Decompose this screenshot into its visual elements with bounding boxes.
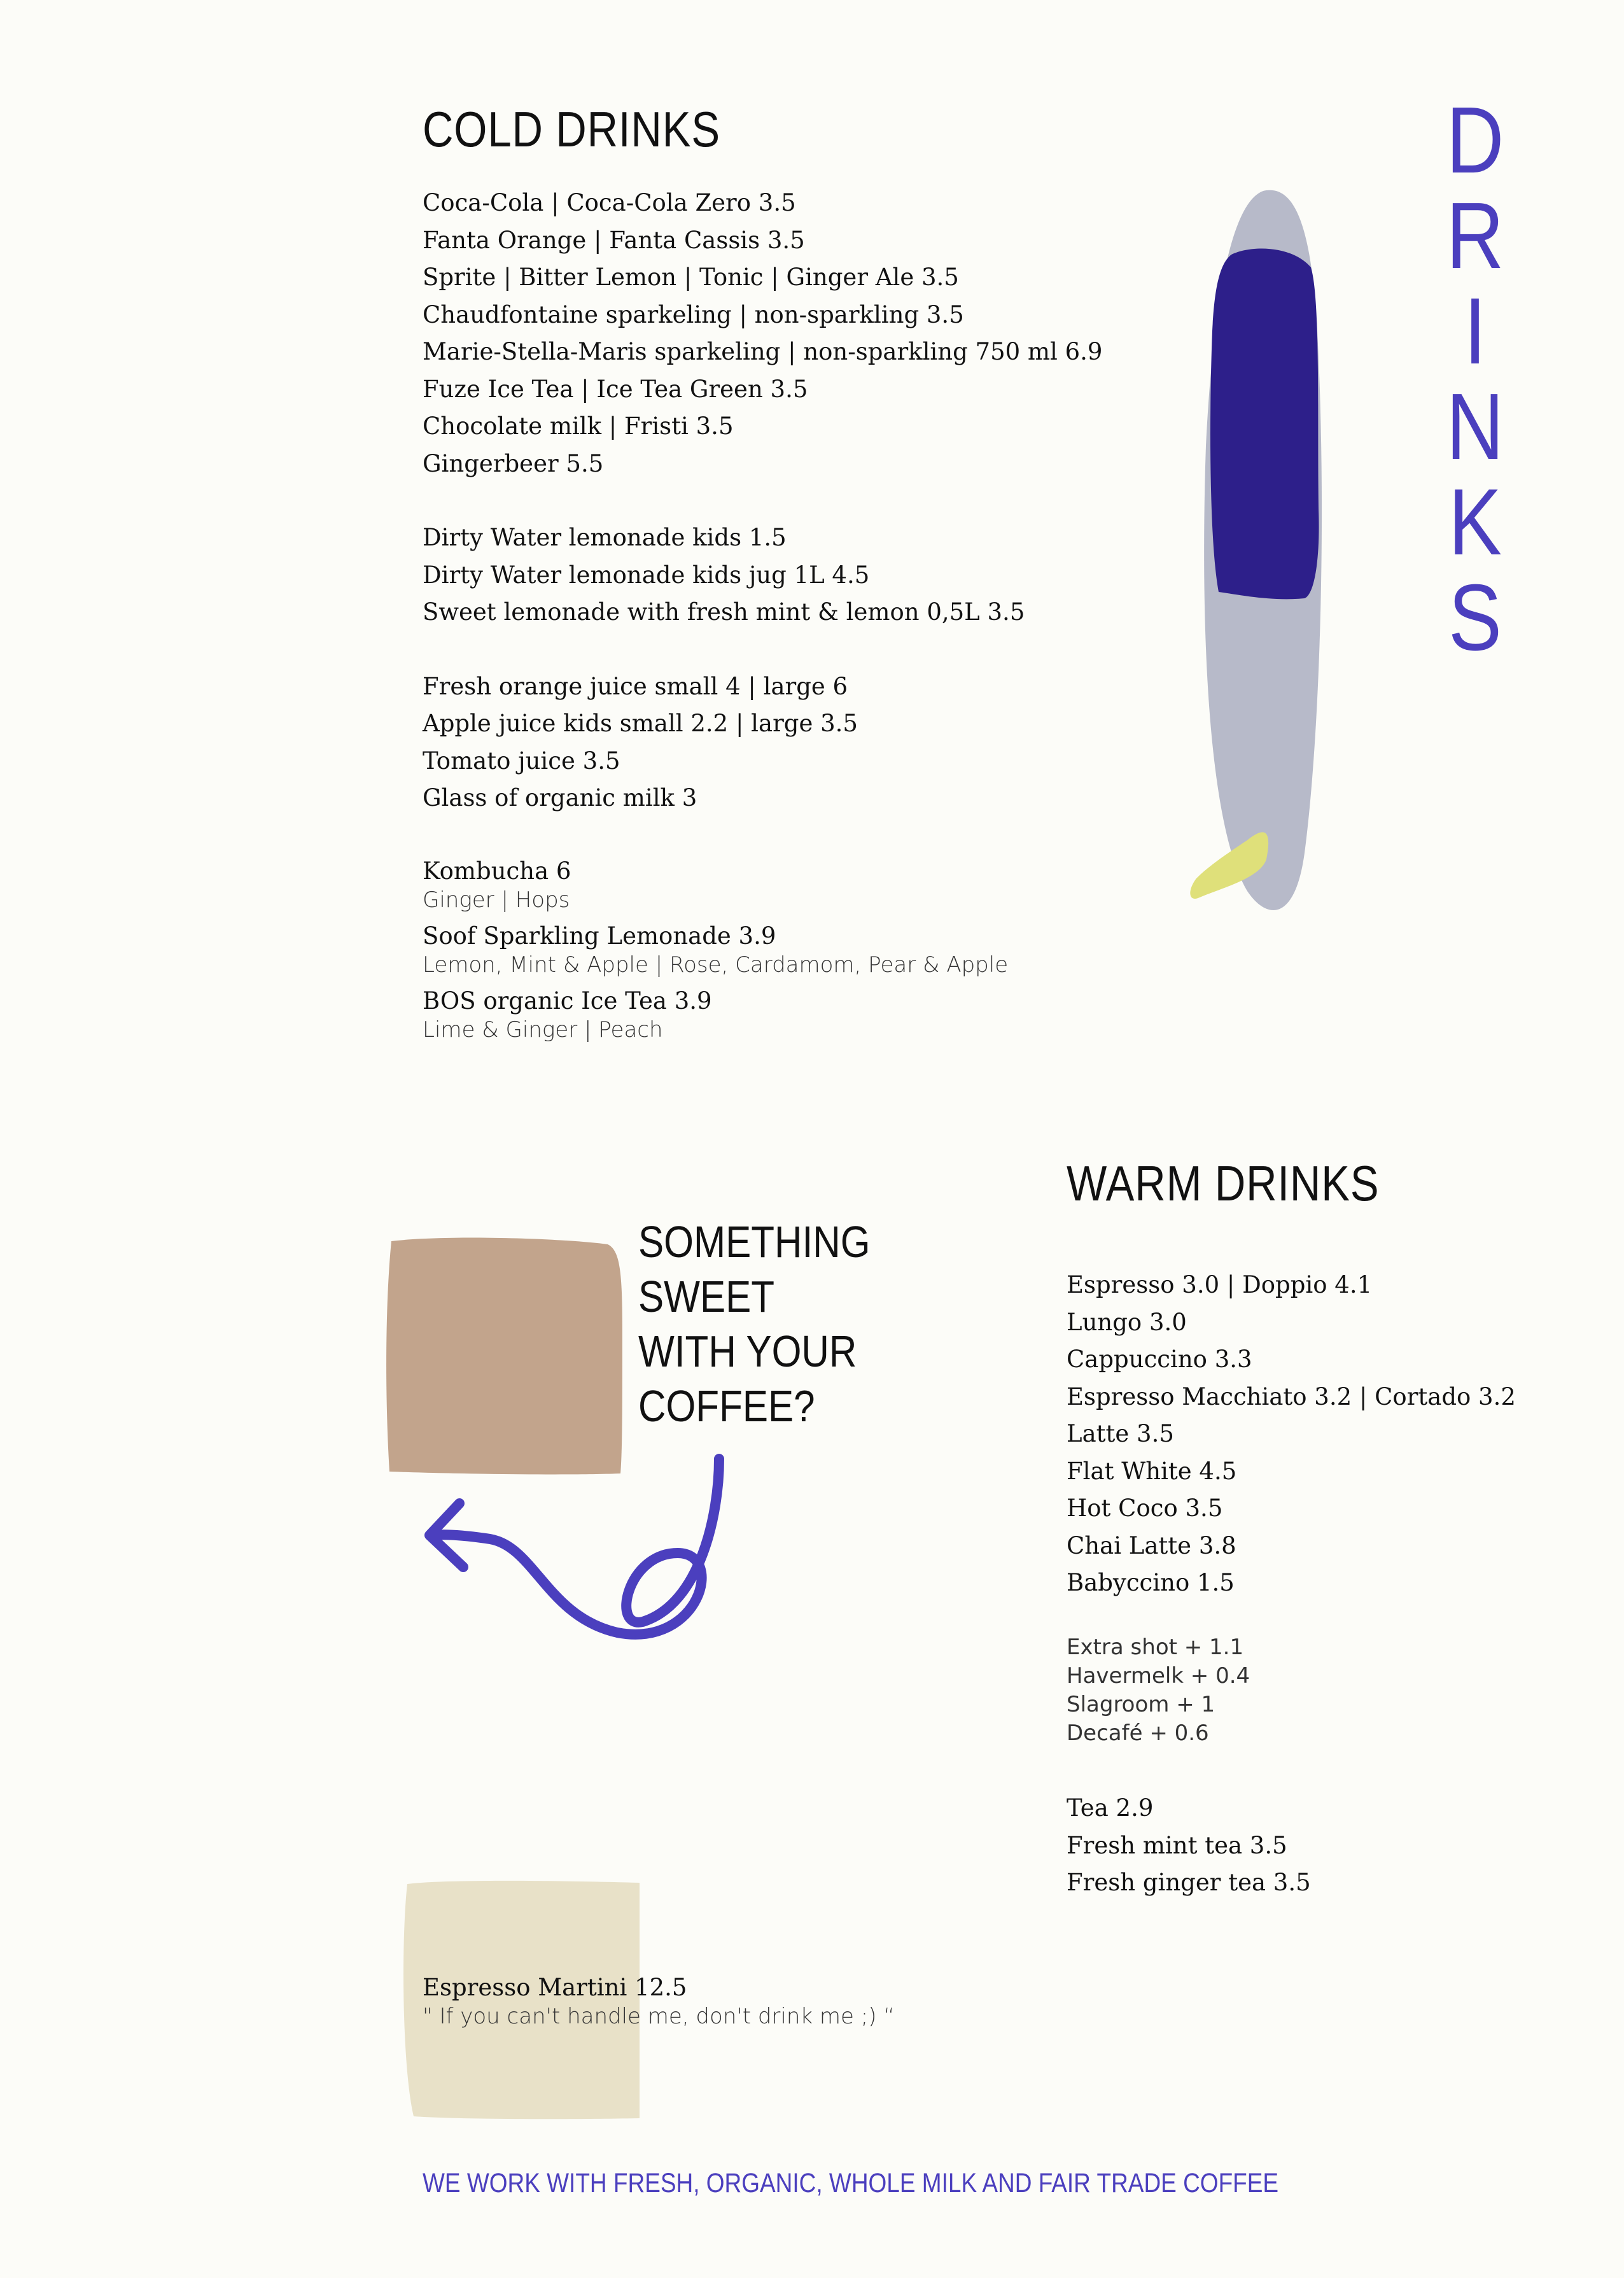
side-title-letter: S: [1448, 565, 1502, 670]
menu-item: Chocolate milk | Fristi 3.5: [423, 412, 734, 440]
callout-line: SOMETHING: [638, 1217, 871, 1267]
special-name: Kombucha 6: [423, 857, 571, 885]
special-description: Lime & Ginger | Peach: [423, 1017, 663, 1043]
menu-item: Dirty Water lemonade kids jug 1L 4.5: [423, 561, 870, 589]
warm-drinks-list: [1067, 1267, 1516, 1602]
special-name: Soof Sparkling Lemonade 3.9: [423, 922, 776, 950]
menu-item: Fresh orange juice small 4 | large 6: [423, 672, 848, 700]
side-title-letter: I: [1464, 279, 1487, 384]
martini-name: Espresso Martini 12.5: [423, 1974, 687, 2001]
warm-drinks-heading: WARM DRINKS: [1067, 1155, 1380, 1211]
extra-item: Slagroom + 1: [1067, 1692, 1215, 1717]
menu-item: Gingerbeer 5.5: [423, 449, 604, 477]
menu-item: Fresh ginger tea 3.5: [1067, 1869, 1311, 1896]
menu-item: Tea 2.9: [1067, 1794, 1154, 1822]
tan-square-shape: [386, 1238, 622, 1475]
side-title-letter: N: [1446, 374, 1504, 479]
menu-item: Fanta Orange | Fanta Cassis 3.5: [423, 226, 805, 254]
martini-quote: " If you can't handle me, don't drink me ;) “: [423, 2004, 895, 2029]
menu-item: Dirty Water lemonade kids 1.5: [423, 524, 787, 551]
cold-drinks-heading: COLD DRINKS: [423, 101, 720, 157]
menu-item: Espresso 3.0 | Doppio 4.1: [1067, 1271, 1373, 1298]
extra-item: Decafé + 0.6: [1067, 1720, 1209, 1746]
tea-list: [1067, 1790, 1311, 1902]
special-description: Lemon, Mint & Apple | Rose, Cardamom, Pear & Apple: [423, 952, 1009, 978]
cold-specials: [423, 857, 1008, 1051]
menu-item: Lungo 3.0: [1067, 1308, 1187, 1336]
menu-item: Flat White 4.5: [1067, 1457, 1237, 1485]
cold-drinks-list: [423, 185, 1102, 817]
menu-item: Glass of organic milk 3: [423, 784, 697, 812]
menu-item: Espresso Macchiato 3.2 | Cortado 3.2: [1067, 1382, 1516, 1410]
extra-item: Extra shot + 1.1: [1067, 1635, 1244, 1660]
menu-item: Apple juice kids small 2.2 | large 3.5: [423, 710, 858, 737]
side-title-letter: R: [1446, 183, 1504, 288]
menu-item: Babyccino 1.5: [1067, 1569, 1235, 1596]
menu-item: Tomato juice 3.5: [423, 747, 620, 775]
menu-item: Marie-Stella-Maris sparkeling | non-sparkling 750 ml 6.9: [423, 338, 1103, 365]
menu-item: Chai Latte 3.8: [1067, 1531, 1236, 1559]
brush-stroke-shape: [1210, 248, 1319, 599]
menu-item: Latte 3.5: [1067, 1420, 1174, 1447]
callout-line: WITH YOUR: [638, 1326, 857, 1376]
side-title-letter: D: [1446, 88, 1504, 193]
menu-item: Sweet lemonade with fresh mint & lemon 0,5L 3.5: [423, 598, 1025, 626]
swirl-arrow-shape: [433, 1459, 719, 1635]
side-title: [1437, 88, 1513, 670]
footer-note: WE WORK WITH FRESH, ORGANIC, WHOLE MILK AND FAIR TRADE COFFEE: [423, 2168, 1279, 2198]
special-description: Ginger | Hops: [423, 887, 570, 913]
menu-item: Cappuccino 3.3: [1067, 1346, 1252, 1373]
warm-extras: [1067, 1633, 1250, 1748]
side-title-letter: K: [1448, 470, 1502, 575]
menu-item: Chaudfontaine sparkeling | non-sparkling 3.5: [423, 300, 964, 328]
special-name: BOS organic Ice Tea 3.9: [423, 987, 712, 1015]
callout-line: COFFEE?: [638, 1381, 815, 1431]
menu-item: Hot Coco 3.5: [1067, 1494, 1223, 1522]
something-sweet-callout: [638, 1214, 908, 1433]
espresso-martini: [423, 1973, 895, 2038]
extra-item: Havermelk + 0.4: [1067, 1663, 1250, 1689]
menu-item: Fresh mint tea 3.5: [1067, 1831, 1287, 1859]
callout-line: SWEET: [638, 1272, 775, 1321]
menu-item: Fuze Ice Tea | Ice Tea Green 3.5: [423, 375, 808, 403]
menu-item: Sprite | Bitter Lemon | Tonic | Ginger Ale 3.5: [423, 264, 959, 291]
menu-item: Coca-Cola | Coca-Cola Zero 3.5: [423, 189, 796, 216]
